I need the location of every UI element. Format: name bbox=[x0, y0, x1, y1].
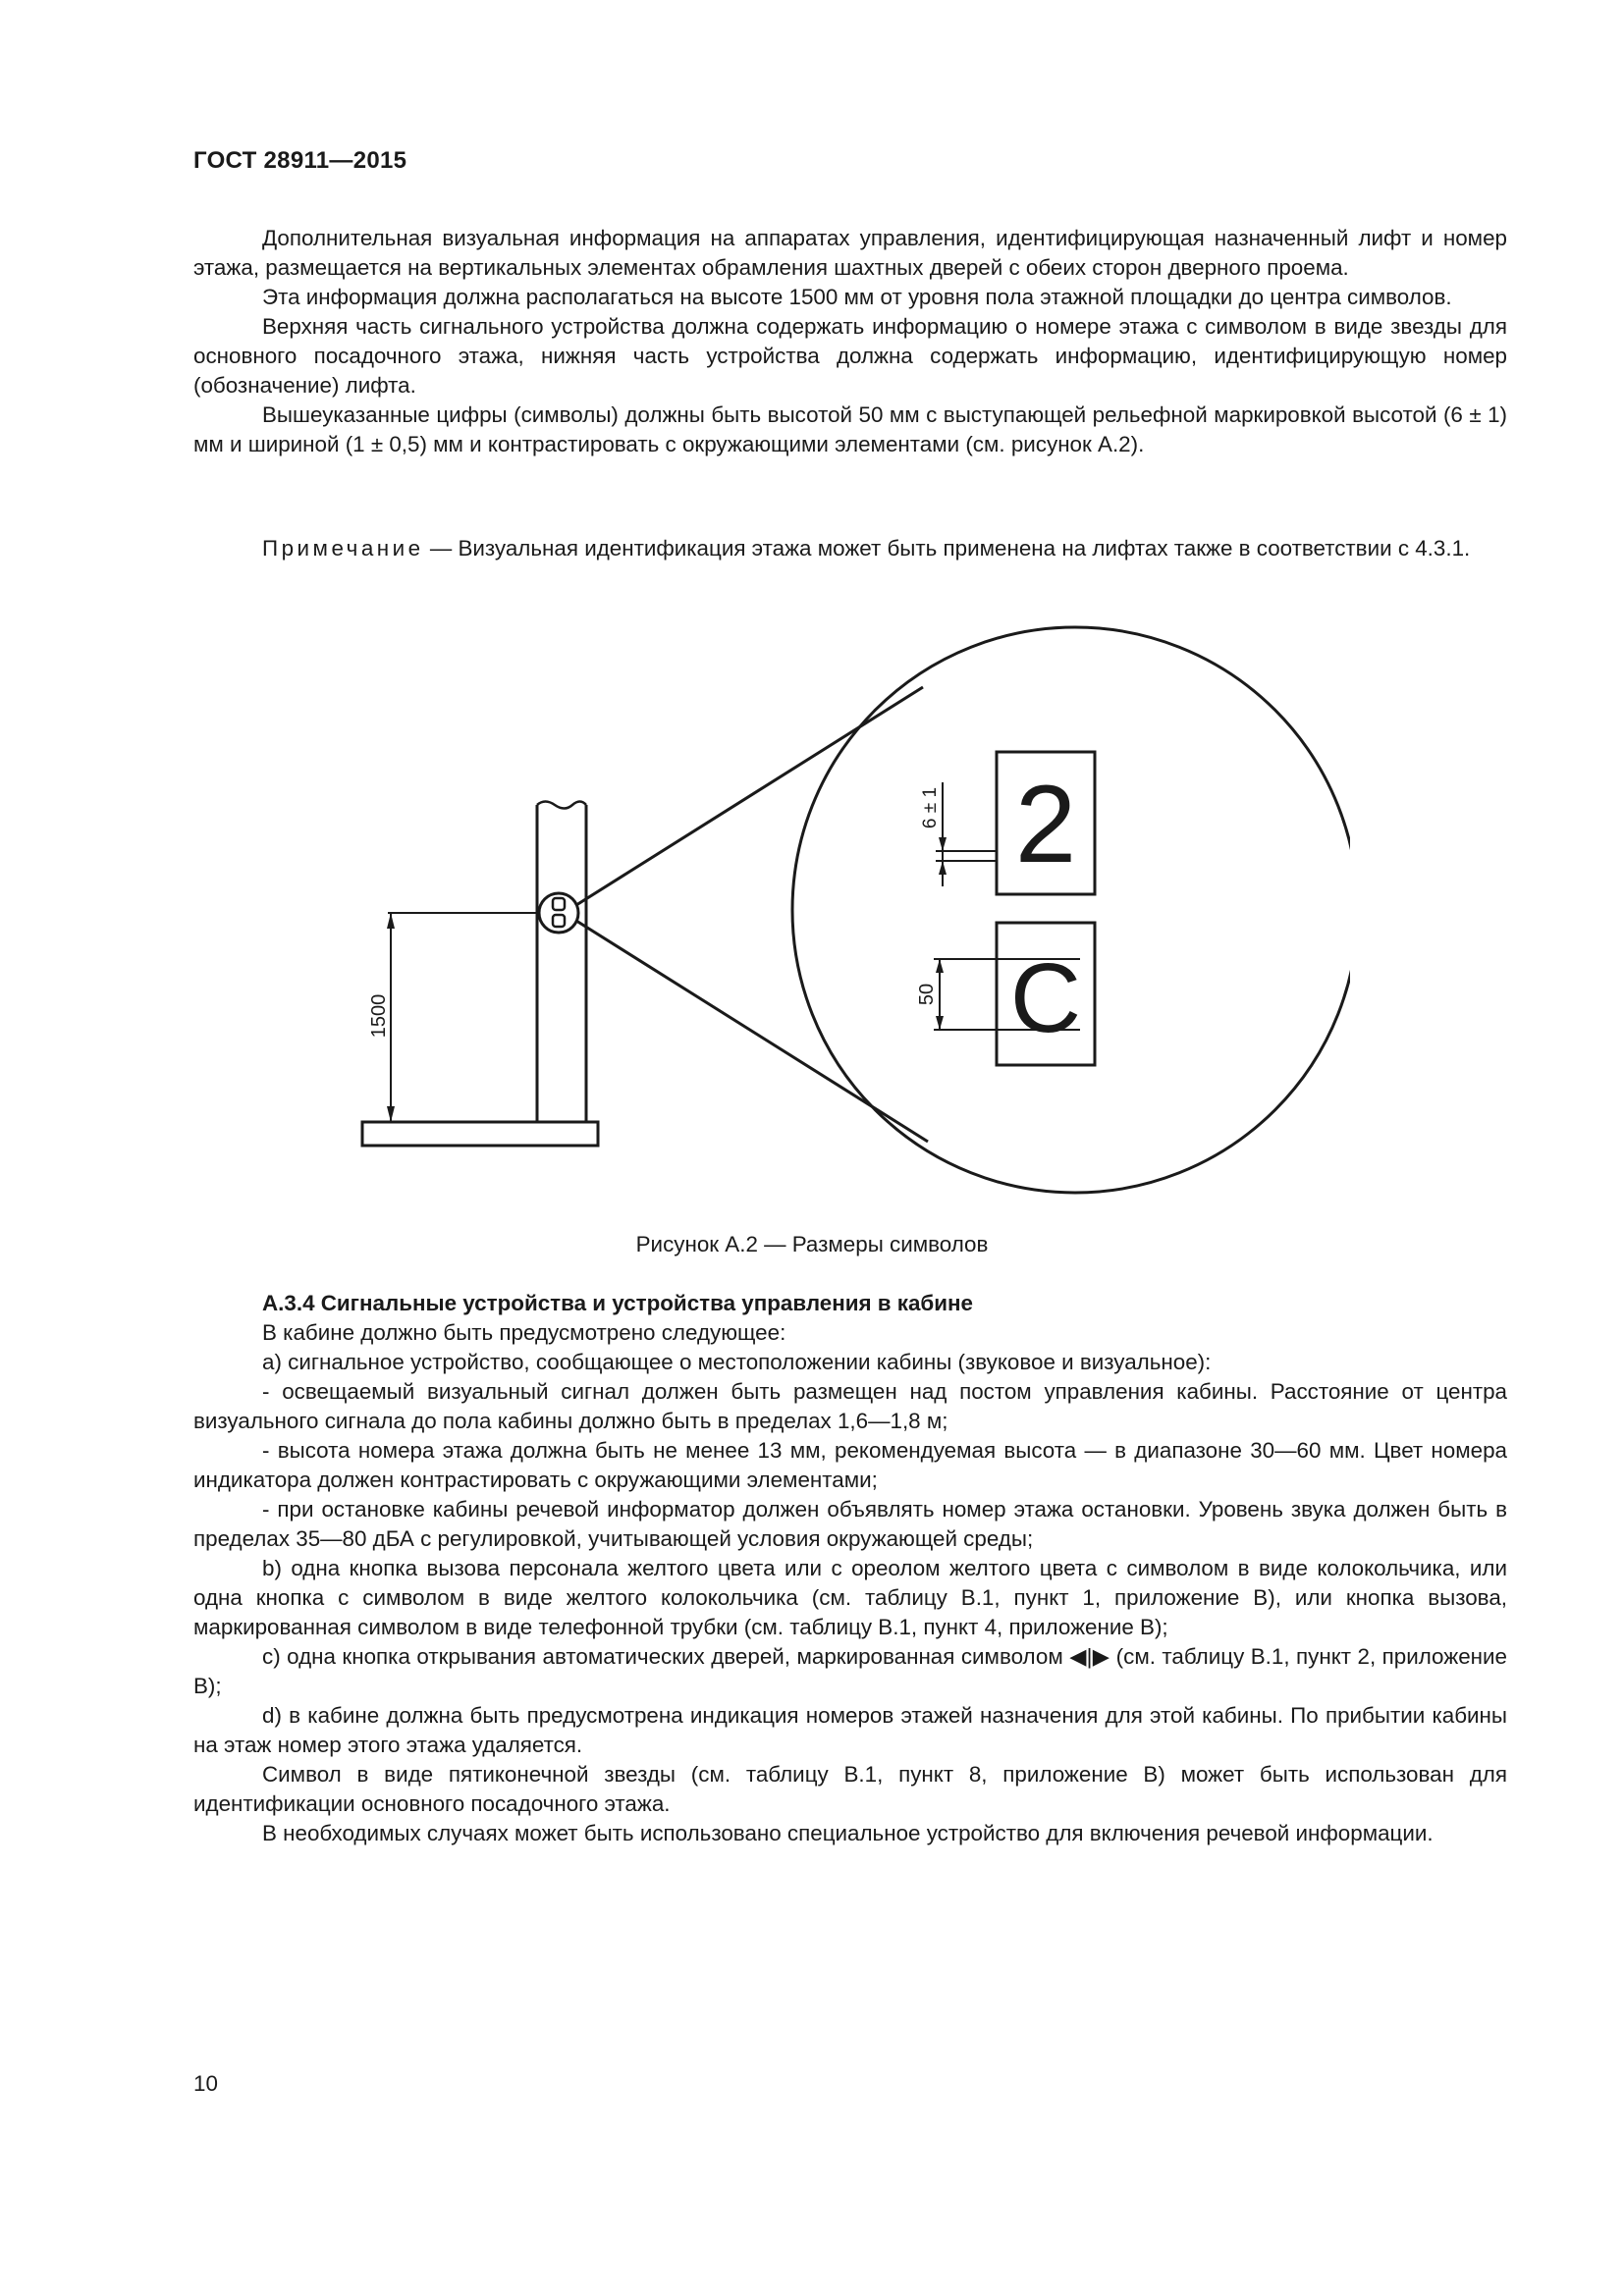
figure-symbol-dimensions bbox=[349, 623, 1350, 1212]
paragraph: - освещаемый визуальный сигнал должен быть размещен над постом управления кабины. Расстояние от центра визуального сигнала до пола кабины должно быть в пределах 1,6—1,8 м; bbox=[193, 1379, 1507, 1433]
paragraph: Эта информация должна располагаться на высоте 1500 мм от уровня пола этажной площадки до центра символов. bbox=[262, 285, 1452, 309]
paragraph: d) в кабине должна быть предусмотрена индикация номеров этажей назначения для этой кабины. По прибытии кабины на этаж номер этого этажа удаляется. bbox=[193, 1703, 1507, 1757]
arrowhead bbox=[936, 1016, 944, 1030]
height-dim-label: 1500 bbox=[368, 993, 390, 1039]
note bbox=[193, 534, 1507, 563]
paragraph: Верхняя часть сигнального устройства должна содержать информацию о номере этажа с символом в виде звезды для основного посадочного этажа, нижняя часть устройства должна содержать информацию, идентифицирующую номер (обозначение) лифта. bbox=[193, 314, 1507, 398]
arrowhead bbox=[939, 861, 947, 875]
intro-text bbox=[193, 224, 1507, 459]
paragraph: a) сигнальное устройство, сообщающее о местоположении кабины (звуковое и визуальное): bbox=[262, 1350, 1212, 1374]
section-a34 bbox=[193, 1289, 1507, 1848]
door-post bbox=[537, 805, 586, 1122]
mini-symbol-bottom bbox=[553, 915, 565, 927]
section-heading: А.3.4 Сигнальные устройства и устройства управления в кабине bbox=[262, 1291, 973, 1315]
paragraph: Символ в виде пятиконечной звезды (см. таблицу В.1, пункт 8, приложение В) может быть использован для идентификации основного посадочного этажа. bbox=[193, 1762, 1507, 1816]
zoom-line-upper bbox=[576, 687, 923, 905]
paragraph: c) одна кнопка открывания автоматических дверей, маркированная символом ◀|▶ (см. таблицу В.1, пункт 2, приложение В); bbox=[193, 1644, 1507, 1698]
floor-number-symbol: 2 bbox=[1014, 763, 1077, 885]
note-text: — Визуальная идентификация этажа может быть применена на лифтах также в соответствии с 4.3.1. bbox=[423, 536, 1471, 561]
lift-letter-symbol: C bbox=[1009, 943, 1082, 1053]
paragraph: Вышеуказанные цифры (символы) должны быть высотой 50 мм с выступающей рельефной маркировкой высотой (6 ± 1) мм и шириной (1 ± 0,5) мм и контрастировать с окружающими элементами (см. рисунок А.2). bbox=[193, 402, 1507, 456]
paragraph: В необходимых случаях может быть использовано специальное устройство для включения речевой информации. bbox=[262, 1821, 1434, 1845]
figure-caption: Рисунок А.2 — Размеры символов bbox=[635, 1232, 989, 1256]
paragraph: - высота номера этажа должна быть не менее 13 мм, рекомендуемая высота — в диапазоне 30—60 мм. Цвет номера индикатора должен контрастировать с окружающими элементами; bbox=[193, 1438, 1507, 1492]
figure-drawing bbox=[349, 623, 1350, 1212]
paragraph: - при остановке кабины речевой информатор должен объявлять номер этажа остановки. Уровень звука должен быть в пределах 35—80 дБА с регулировкой, учитывающей условия окружающей среды; bbox=[193, 1497, 1507, 1551]
mini-symbol-top bbox=[553, 898, 565, 910]
arrowhead bbox=[387, 1106, 395, 1122]
document-header: ГОСТ 28911—2015 bbox=[193, 147, 407, 174]
note-paragraph bbox=[193, 534, 1507, 563]
floor-slab bbox=[362, 1122, 598, 1146]
paragraph: Дополнительная визуальная информация на аппаратах управления, идентифицирующая назначенный лифт и номер этажа, размещается на вертикальных элементах обрамления шахтных дверей с обеих сторон дверного проема. bbox=[193, 226, 1507, 280]
relief-dim-label: 6 ± 1 bbox=[920, 786, 941, 829]
paragraph: В кабине должно быть предусмотрено следующее: bbox=[262, 1320, 786, 1345]
note-label: Примечание bbox=[262, 536, 424, 561]
arrowhead bbox=[939, 837, 947, 851]
arrowhead bbox=[936, 959, 944, 973]
page-number: 10 bbox=[193, 2071, 218, 2096]
arrowhead bbox=[387, 913, 395, 929]
post-break-line bbox=[537, 802, 586, 809]
paragraph: b) одна кнопка вызова персонала желтого цвета или с ореолом желтого цвета с символом в виде колокольчика, или одна кнопка с символом в виде желтого колокольчика (см. таблицу В.1, пункт 1, приложение В), или кнопка вызова, маркированная символом в виде телефонной трубки (см. таблицу В.1, пункт 4, приложение В); bbox=[193, 1556, 1507, 1639]
symbol-dim-label: 50 bbox=[916, 983, 938, 1006]
